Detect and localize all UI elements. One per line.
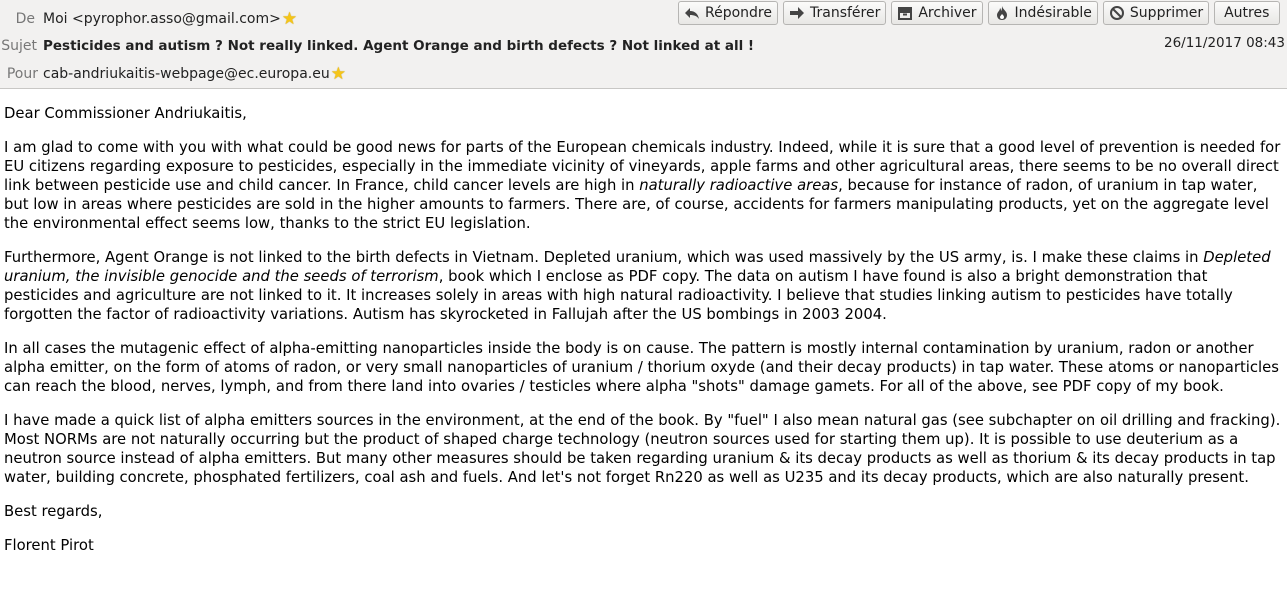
paragraph-1-emphasis: naturally radioactive areas bbox=[639, 177, 839, 194]
flame-icon bbox=[994, 5, 1010, 21]
message-header bbox=[0, 0, 1287, 89]
to-row bbox=[0, 63, 346, 85]
delete-label: Supprimer bbox=[1129, 5, 1204, 21]
book-title: Depleted uranium, the invisible genocide and the seeds of terrorism bbox=[4, 249, 1271, 285]
reply-icon bbox=[684, 5, 700, 21]
reply-label: Répondre bbox=[705, 5, 772, 21]
archive-icon bbox=[897, 5, 913, 21]
closing: Best regards, bbox=[4, 503, 103, 520]
junk-button[interactable] bbox=[988, 1, 1098, 25]
subject-row bbox=[0, 35, 754, 57]
paragraph-3: In all cases the mutagenic effect of alpha-emitting nanoparticles inside the body is on cause. The pattern is mostly internal contamination by uranium, radon or another alpha emitter, on the form of atoms of radon, or very small nanoparticles of uranium / thorium oxyde (and their decay products) in tap water. These atoms or nanoparticles can reach the blood, nerves, lymph, and from there land into ovaries / testicles where alpha "shots" damage gamets. For all of the above, see PDF copy of my book. bbox=[4, 340, 1279, 395]
paragraph-2-text-a: Furthermore, Agent Orange is not linked to the birth defects in Vietnam. Depleted uranium, which was used massively by the US army, is. I make these claims in bbox=[4, 249, 1204, 266]
message-toolbar bbox=[678, 1, 1280, 25]
paragraph-1 bbox=[4, 138, 1282, 233]
archive-button[interactable] bbox=[891, 1, 982, 25]
other-actions-label: Autres bbox=[1224, 5, 1270, 21]
forward-icon bbox=[789, 5, 805, 21]
from-row bbox=[0, 8, 297, 30]
reply-button[interactable] bbox=[678, 1, 778, 25]
forward-button[interactable] bbox=[783, 1, 886, 25]
archive-label: Archiver bbox=[918, 5, 977, 21]
subject-text: Pesticides and autism ? Not really linked. Agent Orange and birth defects ? Not linked at all ! bbox=[43, 38, 755, 54]
delete-icon bbox=[1109, 5, 1125, 21]
subject-label: Sujet bbox=[1, 38, 37, 54]
delete-button[interactable] bbox=[1103, 1, 1209, 25]
paragraph-1-text-a: I am glad to come with you with what could be good news for parts of the European chemicals industry. Indeed, while it is sure that a good level of prevention is needed for EU citizens regarding exposure to pesticides, especially in the immediate vicinity of vineyards, apple farms and other agricultural areas, there seems to be no overall direct link between pesticide use and child cancer. In France, child cancer levels are high in bbox=[4, 139, 1281, 194]
star-icon[interactable]: ★ bbox=[330, 63, 346, 84]
junk-label: Indésirable bbox=[1014, 5, 1092, 21]
signature: Florent Pirot bbox=[4, 537, 94, 554]
paragraph-2-text-b: , book which I enclose as PDF copy. The data on autism I have found is also a bright demonstration that pesticides and agriculture are not linked to it. It increases solely in areas with high natural radioactivity. I believe that studies linking autism to pesticides have totally forgotten the factor of radioactivity variations. Autism has skyrocketed in Fallujah after the US bombings in 2003 2004. bbox=[4, 268, 1233, 323]
message-date: 26/11/2017 08:43 bbox=[1163, 35, 1285, 51]
to-label: Pour bbox=[6, 66, 38, 82]
message-body bbox=[4, 104, 1282, 570]
from-address[interactable]: Moi <pyrophor.asso@gmail.com> bbox=[43, 11, 281, 27]
greeting: Dear Commissioner Andriukaitis, bbox=[4, 105, 247, 122]
star-icon[interactable]: ★ bbox=[281, 8, 298, 29]
paragraph-2 bbox=[4, 248, 1282, 324]
from-label: De bbox=[15, 11, 35, 27]
paragraph-1-text-b: , because for instance of radon, of uranium in tap water, but low in areas where pesticides are sold in the higher amounts to farmers. There are, of course, accidents for farmers manipulating products, yet on the aggregate level the environmental effect seems low, thanks to the strict EU legislation. bbox=[4, 177, 1269, 232]
paragraph-4: I have made a quick list of alpha emitters sources in the environment, at the end of the book. By "fuel" I also mean natural gas (see subchapter on oil drilling and fracking). Most NORMs are not naturally occurring but the product of shaped charge technology (neutron sources used for starting them up). It is possible to use deuterium as a neutron source instead of alpha emitters. But many other measures should be taken regarding uranium & its decay products as well as thorium & its decay products in tap water, building concrete, phosphated fertilizers, coal ash and fuels. And let's not forget Rn220 as well as U235 and its decay products, which are also naturally present. bbox=[4, 412, 1281, 486]
to-address[interactable]: cab-andriukaitis-webpage@ec.europa.eu bbox=[43, 66, 330, 82]
other-actions-button[interactable] bbox=[1214, 1, 1280, 25]
forward-label: Transférer bbox=[810, 5, 881, 21]
